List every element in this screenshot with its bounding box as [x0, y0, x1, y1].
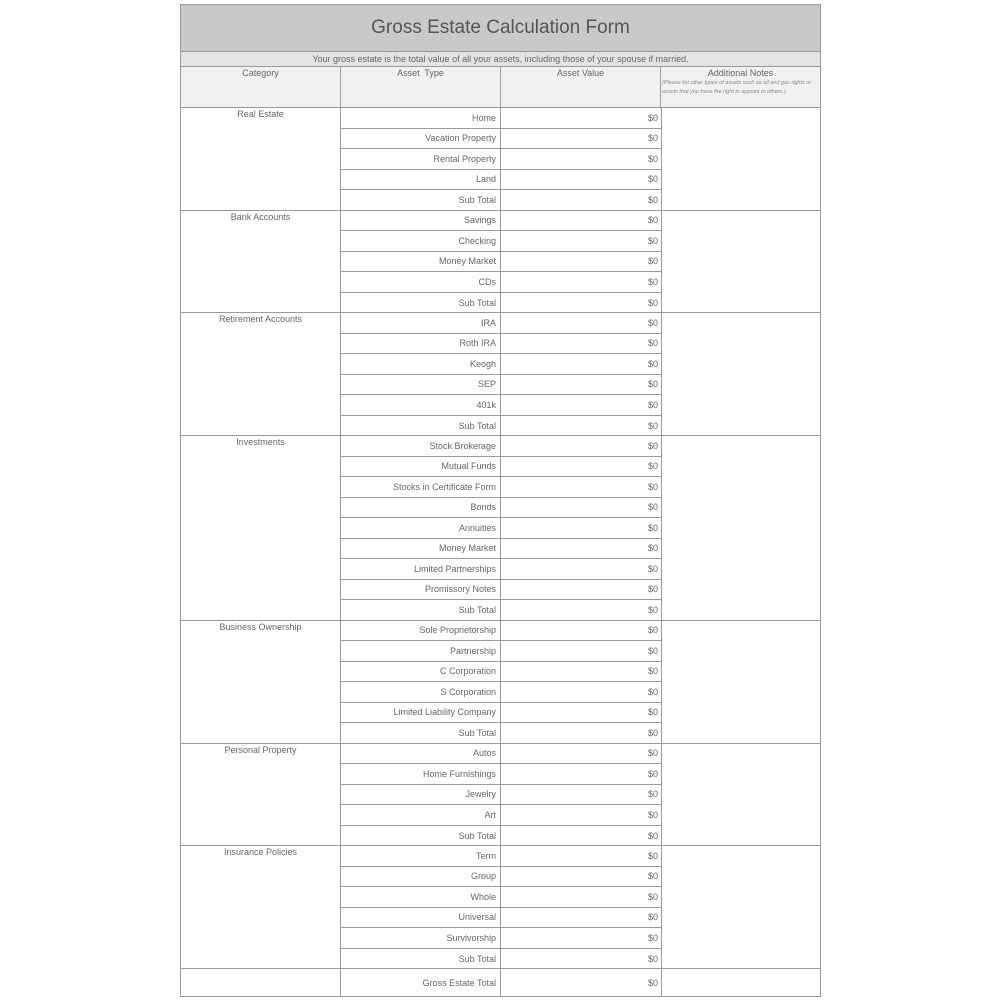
category-label: Business Ownership — [181, 621, 341, 743]
asset-type-cell: 401k — [341, 395, 501, 415]
asset-type-cell: IRA — [341, 313, 501, 333]
asset-value-cell[interactable]: $0 — [647, 625, 658, 636]
asset-type-cell: Savings — [341, 211, 501, 231]
category-group — [181, 846, 820, 969]
asset-type-cell: Term — [341, 846, 501, 866]
asset-type-cell: Money Market — [341, 539, 501, 559]
asset-type-cell: Limited Partnerships — [341, 559, 501, 579]
table-row — [341, 580, 661, 601]
asset-value-cell[interactable]: $0 — [647, 297, 658, 308]
asset-value-cell[interactable]: $0 — [647, 112, 658, 123]
asset-type-cell: Bonds — [341, 498, 501, 518]
gross-total-empty-cell — [181, 969, 341, 996]
table-row — [341, 293, 661, 314]
notes-cell[interactable] — [661, 744, 820, 846]
category-label: Personal Property — [181, 744, 341, 846]
asset-value-cell[interactable]: $0 — [647, 789, 658, 800]
asset-type-cell: Stock Brokerage — [341, 436, 501, 456]
form-title: Gross Estate Calculation Form — [181, 5, 820, 52]
gross-total-cells — [341, 969, 661, 996]
asset-value-cell[interactable]: $0 — [647, 379, 658, 390]
asset-type-cell: Sub Total — [341, 293, 501, 314]
asset-type-cell: Money Market — [341, 252, 501, 272]
asset-type-cell: Autos — [341, 744, 501, 764]
asset-value-cell[interactable]: $0 — [647, 195, 658, 206]
table-row — [341, 457, 661, 478]
asset-type-cell: Whole — [341, 887, 501, 907]
asset-type-cell: S Corporation — [341, 682, 501, 702]
asset-type-cell: SEP — [341, 375, 501, 395]
asset-value-cell[interactable]: $0 — [647, 686, 658, 697]
asset-type-cell: Home Furnishings — [341, 764, 501, 784]
table-row — [341, 518, 661, 539]
asset-type-cell: Group — [341, 867, 501, 887]
asset-type-cell: Partnership — [341, 641, 501, 661]
asset-type-cell: Home — [341, 108, 501, 128]
table-row — [341, 805, 661, 826]
category-group — [181, 211, 820, 314]
table-row — [341, 744, 661, 765]
asset-type-cell: Sub Total — [341, 190, 501, 211]
notes-cell[interactable] — [661, 846, 820, 968]
header-additional-notes — [661, 67, 820, 107]
category-label: Real Estate — [181, 108, 341, 210]
table-row — [341, 559, 661, 580]
header-asset-value-label: Asset Value — [556, 68, 605, 78]
notes-cell[interactable] — [661, 108, 820, 210]
category-group — [181, 436, 820, 621]
asset-type-cell: C Corporation — [341, 662, 501, 682]
gross-total-notes-cell[interactable] — [661, 969, 820, 996]
asset-value-cell[interactable]: $0 — [647, 768, 658, 779]
asset-type-cell: Sub Total — [341, 416, 501, 437]
asset-value-cell[interactable]: $0 — [647, 481, 658, 492]
asset-type-cell: Stocks in Certificate Form — [341, 477, 501, 497]
table-row — [341, 313, 661, 334]
asset-value-cell[interactable]: $0 — [647, 728, 658, 739]
header-asset-type — [341, 67, 501, 107]
asset-type-cell: Vacation Property — [341, 129, 501, 149]
asset-type-cell: Roth IRA — [341, 334, 501, 354]
table-row — [341, 723, 661, 744]
table-row — [341, 662, 661, 683]
asset-type-cell: Checking — [341, 231, 501, 251]
asset-value-cell[interactable]: $0 — [647, 502, 658, 513]
gross-total-value[interactable]: $0 — [647, 977, 658, 988]
header-asset-type-label: Asset Type — [397, 68, 444, 78]
category-label: Bank Accounts — [181, 211, 341, 313]
asset-type-cell: Sub Total — [341, 949, 501, 970]
asset-type-cell: Keogh — [341, 354, 501, 374]
header-notes-label: Additional Notes — [707, 68, 774, 78]
asset-value-cell[interactable]: $0 — [647, 215, 658, 226]
table-row — [341, 395, 661, 416]
table-header — [181, 67, 820, 108]
category-group — [181, 744, 820, 847]
asset-value-cell[interactable]: $0 — [647, 932, 658, 943]
table-row — [341, 764, 661, 785]
table-row — [341, 231, 661, 252]
header-category-label: Category — [242, 68, 279, 78]
table-row — [341, 785, 661, 806]
asset-value-cell[interactable]: $0 — [647, 748, 658, 759]
asset-type-cell: Annuities — [341, 518, 501, 538]
asset-value-cell[interactable]: $0 — [647, 543, 658, 554]
category-group — [181, 313, 820, 436]
asset-value-cell[interactable]: $0 — [647, 420, 658, 431]
asset-value-cell[interactable]: $0 — [647, 317, 658, 328]
asset-type-cell: Land — [341, 170, 501, 190]
asset-type-cell: Art — [341, 805, 501, 825]
asset-value-cell[interactable]: $0 — [647, 707, 658, 718]
asset-value-cell[interactable]: $0 — [647, 358, 658, 369]
asset-value-cell[interactable]: $0 — [647, 953, 658, 964]
asset-value-cell[interactable]: $0 — [647, 605, 658, 616]
gross-estate-form — [180, 4, 821, 997]
table-row — [341, 887, 661, 908]
asset-type-cell: Limited Liability Company — [341, 703, 501, 723]
table-row — [341, 211, 661, 232]
table-row — [341, 539, 661, 560]
table-row — [341, 354, 661, 375]
table-row — [341, 170, 661, 191]
asset-value-cell[interactable]: $0 — [647, 338, 658, 349]
table-row — [341, 908, 661, 929]
table-row — [341, 149, 661, 170]
asset-value-cell[interactable]: $0 — [647, 584, 658, 595]
table-row — [341, 416, 661, 437]
table-row — [341, 846, 661, 867]
asset-type-cell: CDs — [341, 272, 501, 292]
asset-value-cell[interactable]: $0 — [647, 850, 658, 861]
asset-type-cell: Sole Proprietorship — [341, 621, 501, 641]
table-row — [341, 334, 661, 355]
form-subtitle: Your gross estate is the total value of all your assets, including those of your spouse if married. — [181, 52, 820, 67]
table-row — [341, 621, 661, 642]
category-label: Investments — [181, 436, 341, 620]
table-row — [341, 477, 661, 498]
asset-value-cell[interactable]: $0 — [647, 912, 658, 923]
asset-value-cell[interactable]: $0 — [647, 666, 658, 677]
table-row — [341, 928, 661, 949]
header-category — [181, 67, 341, 107]
asset-value-cell[interactable]: $0 — [647, 399, 658, 410]
asset-value-cell[interactable]: $0 — [647, 256, 658, 267]
asset-value-cell[interactable]: $0 — [647, 133, 658, 144]
notes-cell[interactable] — [661, 313, 820, 435]
table-row — [341, 682, 661, 703]
table-body — [181, 108, 820, 996]
asset-type-cell: Rental Property — [341, 149, 501, 169]
asset-type-cell: Universal — [341, 908, 501, 928]
notes-cell[interactable] — [661, 436, 820, 620]
asset-value-cell[interactable]: $0 — [647, 522, 658, 533]
category-group — [181, 108, 820, 211]
asset-type-cell: Sub Total — [341, 723, 501, 744]
table-row — [341, 272, 661, 293]
asset-type-cell: Promissory Notes — [341, 580, 501, 600]
table-row — [341, 190, 661, 211]
asset-type-cell: Mutual Funds — [341, 457, 501, 477]
table-row — [341, 375, 661, 396]
table-row — [341, 252, 661, 273]
category-group — [181, 621, 820, 744]
category-label: Insurance Policies — [181, 846, 341, 968]
table-row — [341, 436, 661, 457]
asset-value-cell[interactable]: $0 — [647, 440, 658, 451]
asset-type-cell: Jewelry — [341, 785, 501, 805]
asset-value-cell[interactable]: $0 — [647, 174, 658, 185]
gross-total-label: Gross Estate Total — [341, 969, 501, 996]
asset-type-cell: Sub Total — [341, 600, 501, 621]
category-label: Retirement Accounts — [181, 313, 341, 435]
table-row — [341, 641, 661, 662]
asset-type-cell: Survivorship — [341, 928, 501, 948]
table-row — [341, 949, 661, 970]
asset-value-cell[interactable]: $0 — [647, 235, 658, 246]
gross-total-row — [181, 969, 820, 996]
header-asset-value — [501, 67, 661, 107]
asset-value-cell[interactable]: $0 — [647, 871, 658, 882]
table-row — [341, 867, 661, 888]
notes-cell[interactable] — [661, 621, 820, 743]
table-row — [341, 129, 661, 150]
asset-value-cell[interactable]: $0 — [647, 461, 658, 472]
asset-value-cell[interactable]: $0 — [647, 809, 658, 820]
asset-value-cell[interactable]: $0 — [647, 563, 658, 574]
asset-value-cell[interactable]: $0 — [647, 645, 658, 656]
table-row — [341, 108, 661, 129]
asset-value-cell[interactable]: $0 — [647, 276, 658, 287]
table-row — [341, 600, 661, 621]
notes-cell[interactable] — [661, 211, 820, 313]
asset-type-cell: Sub Total — [341, 826, 501, 847]
notes-hint: (Please list other types of assets such as oil and gas rights or assets that you have the right to appoint to others.) — [662, 80, 812, 95]
asset-value-cell[interactable]: $0 — [647, 891, 658, 902]
table-row — [341, 498, 661, 519]
asset-value-cell[interactable]: $0 — [647, 830, 658, 841]
table-row — [341, 703, 661, 724]
table-row — [341, 826, 661, 847]
asset-value-cell[interactable]: $0 — [647, 153, 658, 164]
